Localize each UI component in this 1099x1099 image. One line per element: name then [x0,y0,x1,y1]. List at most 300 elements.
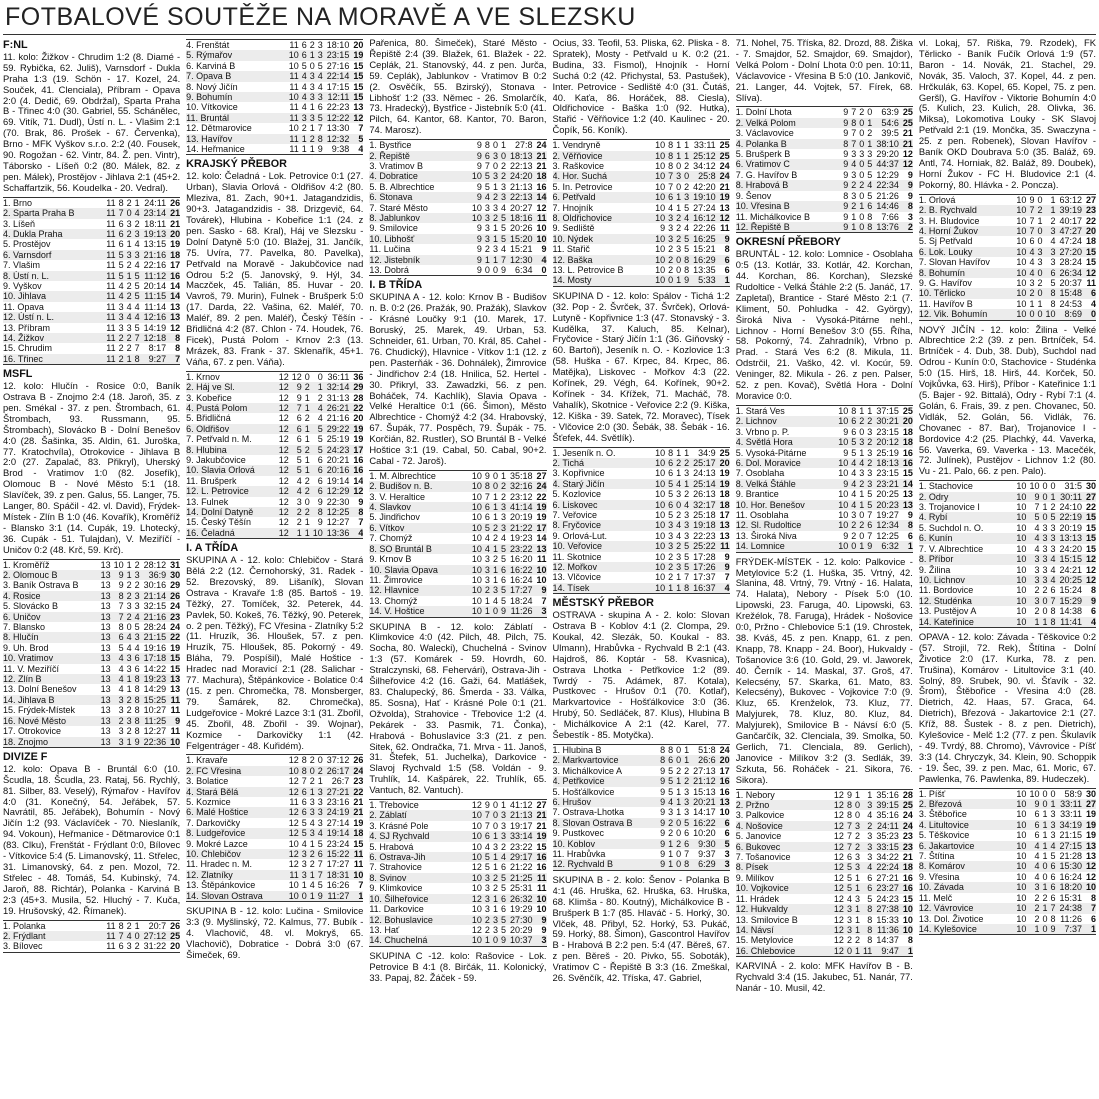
team-cell: 12. Jistebník [369,255,469,265]
losses-cell: 1 [867,789,873,800]
losses-cell: 6 [1050,585,1056,596]
losses-cell: 6 [864,520,872,530]
team-cell: 5. Jindřichov [369,512,420,523]
score-cell: 32:16 [506,481,533,491]
draws-cell: 1 [1039,841,1047,851]
table-row [3,250,180,260]
draws-cell: 1 [676,447,682,458]
team-cell: 1. Stará Ves [735,405,785,416]
team-cell: 8. Slovan Ostrava B [553,818,658,828]
draws-cell: 1 [304,517,310,528]
table-row [369,873,546,883]
losses-cell: 1 [1047,799,1055,809]
points-cell: 27 [1082,799,1096,809]
points-cell: 11 [1086,277,1097,288]
team-cell: 10. Těrlicko [919,288,1014,298]
match-results: OSTRAVA - skupina A - 2. kolo: Slovan Ostrava B - Koblov 4:1 (2. Clompa, 29. Koukal, 42. Slezák, 50. Koukal - 83. Ulmann), Hrabůvka - Rychvald B 2:1 (43. Hajdroš, 86. Koptár - 58. Kvasnica), Ostrava Lhotka - Petřkovice 1:2 (89. Twrdý - 75. Adámek, 87. Kotala), Pustkovec - Hrušov 0:1 (70. Kotlař), Markvartovice - Hošťálkovice 3:0 (36. Hrubý, 50. Sedláček, 87. Klus), Hlubina B - Michálkovice A 2:1 (42. Karel, 77. Šebestík - 85. Motyčka). [552,609,730,741]
score-cell: 32:17 [689,500,716,510]
draws-cell: 1 [302,465,310,475]
team-cell: 1. Jeseník n. O. [552,447,616,458]
played-cell: 10 [652,234,665,244]
losses-cell: 5 [1050,277,1056,288]
losses-cell: 6 [864,201,872,211]
team-cell: 3. Palkovice [735,810,785,821]
score-cell: 30:11 [1055,492,1082,502]
points-cell: 18 [716,500,730,510]
losses-cell: 2 [134,559,140,570]
score-cell: 13:36 [323,528,350,539]
played-cell: 12 [278,454,289,465]
table-row [553,192,730,202]
losses-cell: 5 [684,551,690,562]
draws-cell: 1 [856,500,864,510]
score-cell: 6:29 [689,859,716,870]
points-cell: 21 [349,807,363,817]
wins-cell: 6 [665,458,673,468]
team-cell: 9. Pustkovec [552,828,605,839]
team-cell: 8. Ústí n. L. [3,271,103,281]
losses-cell: 8 [860,904,872,914]
score-cell: 15:33 [876,914,899,925]
match-results: SKUPINA B - 12. kolo: Záblatí - Klimkovice 4:0 (42. Pilch, 48. Pilch, 75. Socha, 80. Walecki), Chuchelná - Svinov 1:3 (57. Komárek - 59. Hovrdh, 60. Stralczynski, 68. Fehervári), Ostrava-Jih - Šilheřovice 4:2 (16. Gaži, 64. Matlášek, 83. Chalupecký, 86. Šmerda - 33. Válka, 85. Sosna), Hať - Krásné Pole 0:1 (21. Ožvolda), Strahovice - Třebovice 1:2 (4. Pekárek - 33. Pasmik, 71. Čonka), Hrabová - Bohuslavice 3:3 (21. z pen. Sitek, 62. Ondračka, 71. Mrva - 11. Janoš, 31. Štefek, 51. Juchelka), Darkovice - Slavoj Rychvald 1:5 (58. Voldán - 9. Truhlík, 14. Kašpárek, 22. Truhlík, 65. Vantuch, 82. Vantuch). [369,620,547,796]
table-row [186,403,363,413]
wins-cell: 2 [668,265,674,276]
played-cell: 10 [652,151,665,161]
score-cell: 11:14 [144,301,167,312]
table-row [369,894,546,904]
played-cell: 10 [655,160,666,171]
score-cell: 21:13 [509,181,533,192]
draws-cell: 3 [490,151,498,161]
draws-cell: 3 [852,862,860,872]
draws-cell: 1 [859,489,865,500]
match-results: SKUPINA B - 2. kolo: Šenov - Polanka B 4:1 (46. Hruška, 62. Hruška, 63. Hruška, 68. Klimša - 80. Koutný), Michálkovice B - Brušperk B 1:7 (85. Hlaváč - 5. Horký, 30. Vlček, 48. Přibyl, 52. Horký, 53. Pukáč, 59. Horký, 88. Šimon), Gascontrol Havířov B - Hrabová B 2:2 pen. 5:4 (47. Běreš, 67. z pen. Běreš - 20. Pivko, 55. Soboták), Vratimov C - Řepiště B 3:3 (16. Zmeškal, 26. Svěnčík, 42. Tříska, 47. Gabriel, [552,873,730,984]
losses-cell: 3 [315,50,323,60]
table-row [736,128,913,138]
losses-cell: 1 [864,139,872,149]
losses-cell: 3 [498,192,506,202]
losses-cell: 3 [1042,226,1055,236]
score-cell: 23:21 [872,479,899,489]
team-cell: 13. Dol. Životice [918,913,984,924]
losses-cell: 8 [132,674,140,684]
table-row [186,455,363,465]
draws-cell: 2 [304,475,310,486]
losses-cell: 0 [681,171,689,181]
losses-cell: 5 [317,880,323,891]
wins-cell: 2 [1034,585,1040,596]
draws-cell: 2 [307,134,315,144]
points-cell: 15 [349,92,363,102]
team-cell: 1. Hlubina B [552,745,602,755]
points-cell: 19 [716,479,730,489]
draws-cell: 2 [852,842,860,852]
wins-cell: 2 [1034,606,1040,617]
draws-cell: 1 [676,140,682,151]
standings-table [369,470,546,618]
table-row [553,541,730,551]
table-row [186,766,363,776]
losses-cell: 5 [315,113,323,123]
wins-cell: 2 [848,520,856,530]
points-cell: 12 [1082,575,1096,585]
score-cell: 24:21 [1059,564,1083,575]
table-row [369,554,546,564]
played-cell: 12 [286,807,299,817]
draws-cell: 2 [673,839,681,849]
team-cell: 2. B. Rychvald [919,205,1014,215]
table-row [369,161,546,171]
wins-cell: 7 [1029,215,1035,226]
losses-cell: 2 [1050,502,1056,513]
wins-cell: 4 [482,544,490,554]
played-cell: 9 [476,160,482,171]
points-cell: 27 [1082,492,1096,502]
score-cell: 20:14 [143,280,167,291]
wins-cell: 1 [482,255,490,265]
draws-cell: 2 [1037,277,1043,288]
table-row [186,71,363,81]
points-cell: 15 [349,71,363,81]
points-cell: 12 [1082,861,1096,871]
wins-cell: 3 [116,312,124,322]
score-cell: 22:19 [1055,512,1082,522]
standings-table [3,920,180,953]
table-row [369,481,546,491]
points-cell: 12 [1086,564,1097,575]
team-cell: 12. Dětmarovice [186,123,252,134]
score-cell: 21:14 [140,591,167,601]
table-row [919,309,1096,320]
wins-cell: 5 [844,862,852,872]
wins-cell: 5 [118,642,124,653]
team-cell: 7. Osoblaha [735,468,785,479]
table-row [3,559,180,570]
draws-cell: 3 [1039,575,1047,585]
wins-cell: 4 [118,663,124,674]
team-cell: 4. Polanka B [736,139,841,149]
points-cell: 6 [716,818,730,828]
draws-cell: 0 [856,118,864,128]
wins-cell: 3 [484,883,490,894]
draws-cell: 1 [852,904,860,914]
wins-cell: 3 [484,574,490,585]
draws-cell: 1 [854,789,860,800]
team-cell: 7. Darkovičky [186,817,241,828]
losses-cell: 9 [1047,924,1055,935]
table-row [736,915,913,925]
score-cell: 19:17 [509,820,533,831]
draws-cell: 0 [1039,924,1047,935]
losses-cell: 5 [317,838,323,849]
wins-cell: 6 [118,941,124,952]
wins-cell: 3 [1026,882,1039,892]
losses-cell: 4 [317,413,323,424]
draws-cell: 2 [309,40,315,50]
wins-cell: 2 [668,551,674,562]
score-cell: 15:15 [1055,554,1082,564]
league-section [369,951,546,984]
draws-cell: 3 [1034,247,1042,257]
wins-cell: 4 [668,202,674,213]
score-cell: 26:34 [1055,268,1082,278]
table-row [736,212,913,222]
draws-cell: 2 [124,591,132,601]
draws-cell: 1 [126,684,132,695]
wins-cell: 4 [665,797,673,807]
draws-cell: 2 [126,705,132,716]
score-cell: 15:29 [1055,596,1082,606]
points-cell: 25 [719,140,730,151]
losses-cell: 1 [134,920,140,931]
table-row [369,234,546,244]
losses-cell: 3 [681,520,689,530]
played-cell: 12 [833,810,844,821]
score-cell: 15:48 [1055,288,1082,298]
draws-cell: 1 [490,255,498,265]
standings-table [553,139,730,287]
team-cell: 11. Skotnice [552,551,602,562]
score-cell: 11:41 [1055,617,1082,628]
losses-cell: 3 [132,250,140,260]
table-row [369,223,546,233]
points-cell: 1 [899,541,913,552]
losses-cell: 6 [498,565,506,575]
wins-cell: 5 [846,872,852,883]
losses-cell: 4 [1047,554,1055,564]
losses-cell: 7 [498,255,506,265]
points-cell: 24 [719,160,730,171]
table-row [553,468,730,478]
played-cell: 9 [843,447,849,458]
table-row [186,476,363,486]
points-cell: 19 [353,817,364,828]
draws-cell: 1 [676,572,682,583]
table-row [919,788,1096,799]
score-cell: 23:22 [509,841,533,852]
score-cell: 27:30 [506,915,533,925]
section-heading: F:NL [3,39,28,51]
draws-cell: 4 [309,817,315,828]
losses-cell: 7 [317,123,323,134]
points-cell: 19 [349,50,363,60]
wins-cell: 6 [482,151,490,161]
played-cell: 10 [652,583,665,594]
team-cell: 6. Petřvald [553,192,653,202]
table-row [736,427,913,437]
team-cell: 6. Varnsdorf [3,250,103,260]
played-cell: 10 [1016,871,1027,882]
points-cell: 17 [349,445,363,455]
points-cell: 16 [166,271,180,281]
wins-cell: 8 [668,160,674,171]
draws-cell: 2 [124,612,132,622]
wins-cell: 9 [484,800,490,811]
table-row [3,612,180,622]
table-row [553,583,730,594]
team-cell: 5. Vysoká-Pitárne [735,447,807,458]
score-cell: 27:13 [693,765,716,776]
match-results: SKUPINA A - 12. kolo: Krnov B - Budišov n. B. 0:2 (26. Pražák, 90. Pražák), Slavkov - Krásné Loučky 9:1 (10. Marek, 17. Boruský, 25. Marek, 49. Urban, 53. Schneider, 61. Urban, 70. Král, 85. Cahel - 76. Chudický), Hlavnice - Vítkov 1:1 (12. z pen. Pasterňák - 36. Dohnálek), Žimrovice - Jindřichov 2:4 (18. Hnilica, 52. Hertel - 30. Přikryl, 33. Zawadzki, 56. z pen. Boháček, 74. Kachlík), Slavia Opava - Velké Heraltice 0:1 (66. Šimon), Město Albrechtice - Chomýž 4:2 (34. Hrabovský, 67. Šupák, 77. Pospěch, 79. Šupák - 75. Korčián, 82. Rustler), SO Bruntál B - Velké Hoštice 3:1 (19. Cabal, 50. Cabal, 90+2. Cabal - 72. Jaroš). [369,291,547,466]
draws-cell: 3 [1037,257,1043,268]
losses-cell: 7 [684,572,690,583]
score-cell: 21:26 [876,190,899,201]
played-cell: 10 [1013,226,1026,236]
played-cell: 10 [1013,617,1026,628]
score-cell: 25:22 [689,541,716,551]
table-row [3,601,180,611]
league-section [736,961,913,994]
losses-cell: 8 [315,134,323,144]
losses-cell: 4 [310,403,323,413]
draws-cell: 4 [124,632,132,642]
score-cell: 19:14 [323,828,350,838]
played-cell: 10 [652,541,665,551]
losses-cell: 8 [134,684,140,695]
team-cell: 12. Mořkov [553,562,653,572]
losses-cell: 2 [134,218,140,229]
table-row [736,831,913,841]
played-cell: 10 [469,502,482,512]
losses-cell: 5 [867,893,873,904]
draws-cell: 3 [676,551,682,562]
table-row [369,470,546,481]
points-cell: 8 [899,520,913,530]
team-cell: 8. Fryčovice [553,520,653,530]
team-cell: 10. Vítkovice [186,102,238,113]
team-cell: 3. Raškovice [552,160,605,171]
points-cell: 9 [724,551,730,562]
losses-cell: 4 [500,244,506,255]
draws-cell: 0 [859,128,865,139]
played-cell: 13 [98,695,111,705]
draws-cell: 1 [492,223,498,234]
draws-cell: 0 [492,160,498,171]
played-cell: 9 [843,128,849,139]
wins-cell: 4 [848,479,856,489]
played-cell: 11 [106,239,116,250]
played-cell: 10 [1016,543,1027,554]
score-cell: 21:28 [1059,851,1083,862]
points-cell: 19 [716,192,730,202]
losses-cell: 6 [500,904,506,915]
team-cell: 10. Lichnov [919,575,1014,585]
draws-cell: 1 [490,502,498,512]
played-cell: 12 [276,403,289,413]
table-row [919,903,1096,913]
draws-cell: 1 [307,891,315,902]
table-row [3,664,180,674]
losses-cell: 1 [681,151,689,161]
draws-cell: 0 [673,255,681,265]
points-cell: 20 [716,458,730,468]
losses-cell: 4 [132,312,140,322]
points-cell: 18 [902,426,913,437]
team-cell: 4. Rybí [919,512,1014,522]
played-cell: 11 [103,250,115,260]
team-cell: 4. Petřkovice [553,776,658,786]
score-cell: 22:14 [323,71,350,81]
league-section [919,38,1096,321]
losses-cell: 8 [681,859,689,870]
table-row [3,684,180,694]
draws-cell: 2 [673,458,681,468]
played-cell: 12 [276,445,289,455]
team-cell: 14. Slovan Ostrava [186,891,286,902]
points-cell: 24 [170,601,181,612]
played-cell: 9 [843,107,849,118]
points-cell: 11 [537,883,547,894]
losses-cell: 6 [860,883,872,893]
points-cell: 9 [899,180,913,190]
points-cell: 29 [170,580,181,591]
team-cell: 9. Krnov B [369,554,412,565]
score-cell: 26:6 [689,755,716,765]
played-cell: 9 [660,223,666,234]
played-cell: 13 [100,684,111,695]
team-cell: 12. Baška [553,255,653,265]
draws-cell: 1 [124,354,132,365]
points-cell: 22 [1086,502,1097,513]
team-cell: 5. Hrabová [369,841,414,852]
played-cell: 10 [469,213,482,223]
team-cell: 5. Slovácko B [3,601,59,612]
played-cell: 13 [98,653,111,663]
played-cell: 9 [476,265,482,276]
points-cell: 10 [902,914,913,925]
team-cell: 4. Dukla Praha [3,229,103,239]
points-cell: 26 [170,920,181,931]
points-cell: 15 [1082,512,1096,522]
table-row [369,831,546,841]
table-row [919,288,1096,298]
wins-cell: 6 [846,852,852,863]
points-cell: 23 [902,831,913,842]
score-cell: 30:21 [872,416,899,426]
points-cell: 30 [166,570,180,580]
points-cell: 16 [536,181,547,192]
draws-cell: 3 [1039,554,1047,564]
losses-cell: 2 [867,128,873,139]
score-cell: 20:25 [876,489,899,500]
score-cell: 16:37 [689,583,716,594]
draws-cell: 3 [490,915,498,925]
points-cell: 21 [902,852,913,863]
table-row [3,632,180,642]
wins-cell: 2 [851,530,857,541]
losses-cell: 5 [864,500,872,510]
score-cell: 20:27 [509,202,533,213]
played-cell: 10 [471,491,482,502]
score-cell: 35:16 [876,810,899,821]
played-cell: 12 [831,883,844,893]
played-cell: 11 [103,312,115,322]
score-cell: 13:15 [143,239,167,250]
points-cell: 11 [716,541,730,551]
wins-cell: 7 [1026,205,1034,215]
draws-cell: 0 [492,820,498,831]
score-cell: 17:27 [326,859,350,870]
team-cell: 11. Žimrovice [369,574,423,585]
score-cell: 12:27 [326,517,350,528]
wins-cell: 1 [665,839,673,849]
score-cell: 22:13 [509,160,533,171]
table-row [186,755,363,766]
played-cell: 10 [652,562,665,572]
table-row [553,510,730,520]
played-cell: 9 [476,140,482,151]
played-cell: 10 [1013,596,1026,606]
